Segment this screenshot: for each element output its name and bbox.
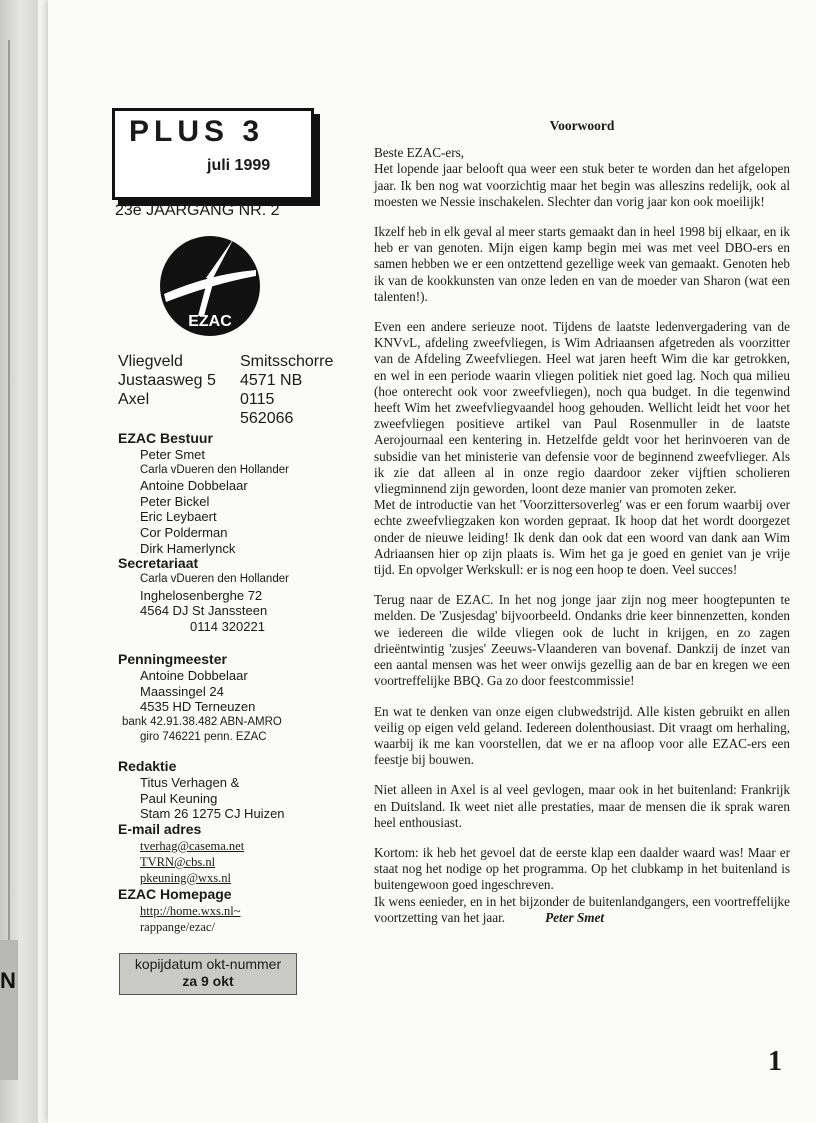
- penningmeester-line: Antoine Dobbelaar: [140, 668, 248, 683]
- penningmeester-section: [118, 651, 282, 746]
- article: [374, 118, 790, 926]
- bestuur-member: Dirk Hamerlynck: [140, 540, 236, 556]
- homepage-heading: EZAC Homepage: [118, 886, 232, 902]
- email-section: [118, 821, 244, 886]
- address-line: Justaasweg 5 4571 NB: [118, 372, 303, 389]
- article-paragraph: Ikzelf heb in elk geval al meer starts gemaakt dan in heel 1998 bij elkaar, en ik heb er van genoten. Mijn eigen kamp begin mei was met veel DBO-ers en samen hebben we er een ontzettend gezellige week van gemaakt. Genoten heb ik van de kookkunsten van onze leden en van de moeder van Sharon (wat een talenten!).: [374, 224, 790, 304]
- article-paragraph: Even een andere serieuze noot. Tijdens de laatste ledenvergadering van de KNVvL, afdeling zweefvliegen, is Wim Adriaansen afgetreden als voorzitter van de Afdeling Zweefvliegen. Heel wat jaren heeft Wim die kar getrokken, en wel in een periode waarin vliegen politiek niet goed lag. Noch qua milieu (hoe onterecht ook voor zweefvliegen), noch qua budget. In die tegenwind heeft Wim het zweefvliegvaandel hoog gehouden. Wellicht leidt het voor het zweefvliegen positieve artikel van Paul Rosenmuller in de laatste Aerojournaal een kentering in. Hetzelfde geldt voor het herinvoeren van de subsidie van het ministerie van defensie voor de beginnend zweefvlieger. Als ik zie dat alleen al in onze regio daardoor zeker vijftien scholieren vliegminnend zijn geworden, loont deze manier van promoten zeker. Met de introductie van het 'Voorzittersoverleg' was er een forum waarbij over echte zweefvliegzaken kon worden gepraat. Ik hoop dat het wordt doorgezet onder de nieuwe leiding! Ik denk dan ook dat een woord van dank aan Wim Adriaansen hier op zijn plaats is. Wim het ga je goed en geniet van je vrije tijd. En opvolger Werkskull: er is nog een hoop te doen. Veel succes!: [374, 319, 790, 578]
- penningmeester-line: Maassingel 24: [140, 683, 224, 699]
- article-paragraph: Niet alleen in Axel is al veel gevlogen, maar ook in het buitenland: Frankrijk en Duitsland. Ik weet niet alle prestaties, maar de mensen die ik sprak waren heel enthousiast.: [374, 782, 790, 830]
- binder-tab: [0, 940, 18, 1080]
- masthead-title: PLUS 3: [129, 115, 265, 148]
- address-line: Vliegveld Smitsschorre: [118, 353, 334, 370]
- secretariaat-line: 0114 320221: [190, 618, 265, 634]
- article-closing: [374, 845, 790, 926]
- penningmeester-line: bank 42.91.38.482 ABN-AMRO: [122, 715, 282, 728]
- redaktie-line: Stam 26 1275 CJ Huizen: [140, 806, 285, 822]
- binder-line: [8, 40, 10, 1040]
- article-paragraph: Beste EZAC-ers, Het lopende jaar belooft qua weer een stuk beter te worden dan het afgelopen jaar. Ik ben nog wat voorzichtig maar het begin was alleszins redelijk, ook al moesten we Nessie inschakelen. Slechter dan vorig jaar kon ook moeilijk!: [374, 145, 790, 209]
- penningmeester-heading: Penningmeester: [118, 651, 227, 667]
- redaktie-line: Titus Verhagen &: [140, 775, 240, 790]
- email-link[interactable]: TVRN@cbs.nl: [140, 855, 216, 869]
- binder-letter: N: [0, 968, 16, 993]
- penningmeester-line: 4535 HD Terneuzen: [140, 699, 256, 715]
- article-signature: Peter Smet: [545, 909, 605, 925]
- ezac-glider-logo-icon: [158, 234, 262, 338]
- binder-edge: [0, 0, 38, 1123]
- homepage-link[interactable]: http://home.wxs.nl~: [140, 904, 241, 918]
- kopij-line2: za 9 okt: [182, 973, 234, 989]
- homepage-link-cont[interactable]: rappange/ezac/: [140, 920, 215, 934]
- page-number: 1: [768, 1046, 782, 1077]
- logo-text: EZAC: [188, 313, 232, 330]
- bestuur-heading: EZAC Bestuur: [118, 430, 213, 446]
- address-line: Axel 0115 562066: [118, 391, 294, 427]
- kopij-line1: kopijdatum okt-nummer: [134, 956, 282, 972]
- bestuur-member: Antoine Dobbelaar: [140, 478, 248, 494]
- masthead-volume: 23e JAARGANG NR. 2: [115, 202, 280, 219]
- article-title: Voorwoord: [549, 118, 615, 133]
- bestuur-member: Peter Bickel: [140, 493, 210, 509]
- masthead-date: juli 1999: [207, 157, 271, 174]
- bestuur-section: [118, 430, 289, 556]
- secretariaat-line: Inghelosenberghe 72: [140, 587, 263, 603]
- secretariaat-line: 4564 DJ St Janssteen: [140, 603, 268, 619]
- homepage-section: [118, 886, 241, 935]
- secretariaat-line: Carla vDueren den Hollander: [140, 573, 289, 585]
- email-link[interactable]: pkeuning@wxs.nl: [140, 871, 232, 885]
- redaktie-section: [118, 758, 285, 822]
- email-heading: E-mail adres: [118, 821, 202, 837]
- redaktie-line: Paul Keuning: [140, 790, 218, 806]
- club-address: [118, 352, 334, 428]
- redaktie-heading: Redaktie: [118, 758, 177, 774]
- bestuur-member: Carla vDueren den Hollander: [140, 463, 289, 476]
- bestuur-member: Peter Smet: [140, 447, 206, 462]
- email-link[interactable]: tverhag@casema.net: [140, 839, 245, 853]
- kopij-notice: [119, 953, 297, 995]
- secretariaat-heading: Secretariaat: [118, 555, 199, 571]
- article-paragraph: Terug naar de EZAC. In het nog jonge jaar zijn nog meer hoogtepunten te melden. De 'Zusjesdag' bijvoorbeeld. Ondanks drie keer binnenzetten, konden we iedereen die wilde vliegen ook de lucht in krijgen, en zo zagen drieëntwintig 'zusjes' Zeeuws-Vlaanderen van bovenaf. Dankzij de inzet van een aantal mensen was het weer onwijs gezellig aan de bar en kregen we een voortreffelijke BBQ. Ga zo door feestcommissie!: [374, 592, 790, 689]
- penningmeester-line: giro 746221 penn. EZAC: [140, 731, 267, 744]
- bestuur-member: Cor Polderman: [140, 524, 228, 540]
- article-paragraph: Kortom: ik heb het gevoel dat de eerste klap een daalder waard was! Maar er staat nog het nodige op het programma. Op het clubkamp in het buitenland is buitengewoon goed ingeschreven. Ik wens eenieder, en in het bijzonder de buitenlandgangers, een voortreffelijke voortzetting van het jaar.: [374, 844, 790, 925]
- bestuur-member: Eric Leybaert: [140, 509, 217, 525]
- article-paragraph: En wat te denken van onze eigen clubwedstrijd. Alle kisten gebruikt en allen veilig op eigen veld geland. Iedereen dolenthousiast. Dit vraagt om herhaling, waarbij ik me kan voorstellen, dat we er na afloop voor alle EZAC-ers een feestje bij bouwen.: [374, 703, 790, 768]
- masthead-box: [112, 108, 314, 200]
- secretariaat-section: [118, 555, 289, 634]
